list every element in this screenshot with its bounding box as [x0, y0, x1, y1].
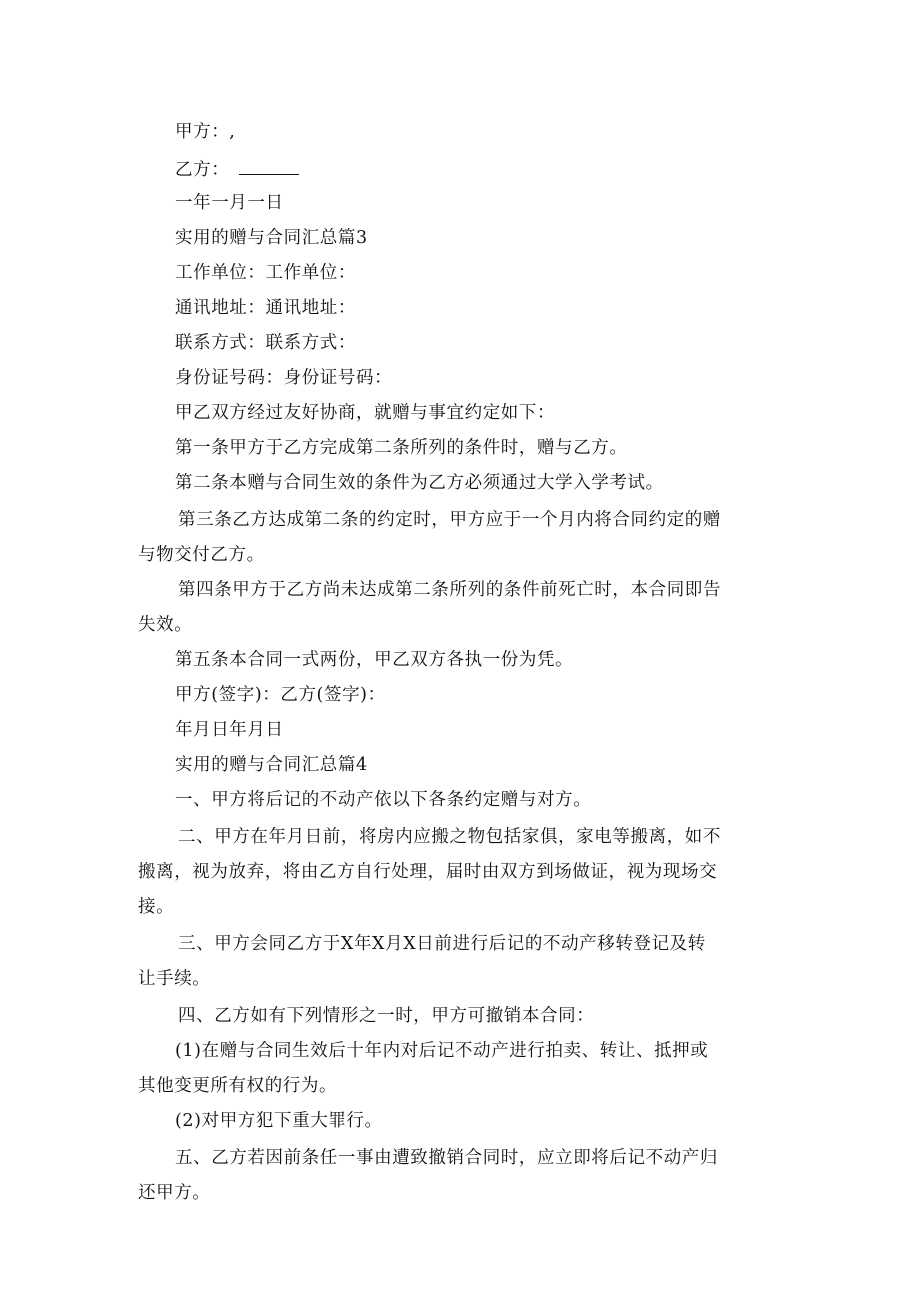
text-line: 通讯地址：通讯地址：: [175, 298, 356, 318]
section-heading: 实用的赠与合同汇总篇4: [175, 755, 368, 775]
text-line: 搬离，视为放弃，将由乙方自行处理，届时由双方到场做证，视为现场交: [138, 862, 718, 882]
text-line: 四、乙方如有下列情形之一时，甲方可撤销本合同：: [178, 1006, 595, 1026]
text-line: 第一条甲方于乙方完成第二条所列的条件时，赠与乙方。: [175, 438, 628, 458]
text-line: (1)在赠与合同生效后十年内对后记不动产进行拍卖、转让、抵押或: [175, 1041, 709, 1061]
text-line: 一年一月一日: [175, 193, 284, 213]
text-line: 甲方(签字)：乙方(签字)：: [175, 685, 386, 705]
text-line: 还甲方。: [138, 1183, 211, 1203]
text-line: 工作单位：工作单位：: [175, 263, 356, 283]
text-line: 三、甲方会同乙方于X年X月X日前进行后记的不动产移转登记及转: [178, 934, 706, 954]
text-line: 失效。: [138, 615, 193, 635]
text-line: 联系方式：联系方式：: [175, 333, 356, 353]
text-line: 与物交付乙方。: [138, 545, 265, 565]
blank-underline: [239, 157, 299, 175]
text-line: 第二条本赠与合同生效的条件为乙方必须通过大学入学考试。: [175, 473, 664, 493]
text-line: 二、甲方在年月日前，将房内应搬之物包括家俱，家电等搬离，如不: [178, 827, 721, 847]
text-line: (2)对甲方犯下重大罪行。: [175, 1111, 383, 1131]
text-line: 第五条本合同一式两份，甲乙双方各执一份为凭。: [175, 650, 574, 670]
text-line: 甲乙双方经过友好协商，就赠与事宜约定如下：: [175, 403, 556, 423]
text-line: 身份证号码：身份证号码：: [175, 368, 393, 388]
text-line: 第三条乙方达成第二条的约定时，甲方应于一个月内将合同约定的赠: [178, 510, 721, 530]
text-line: 年月日年月日: [175, 720, 284, 740]
text-line: 让手续。: [138, 969, 211, 989]
text-line: 其他变更所有权的行为。: [138, 1076, 338, 1096]
text-line: 一、甲方将后记的不动产依以下各条约定赠与对方。: [175, 790, 592, 810]
text-line: [175, 157, 299, 181]
text-line: 接。: [138, 897, 175, 917]
section-heading: 实用的赠与合同汇总篇3: [175, 228, 368, 248]
text-line: 第四条甲方于乙方尚未达成第二条所列的条件前死亡时，本合同即告: [178, 580, 721, 600]
text-line: 五、乙方若因前条任一事由遭致撤销合同时，应立即将后记不动产归: [175, 1148, 718, 1168]
text-line: 甲方：,: [175, 122, 236, 142]
text-line-label: 乙方：: [175, 160, 230, 180]
